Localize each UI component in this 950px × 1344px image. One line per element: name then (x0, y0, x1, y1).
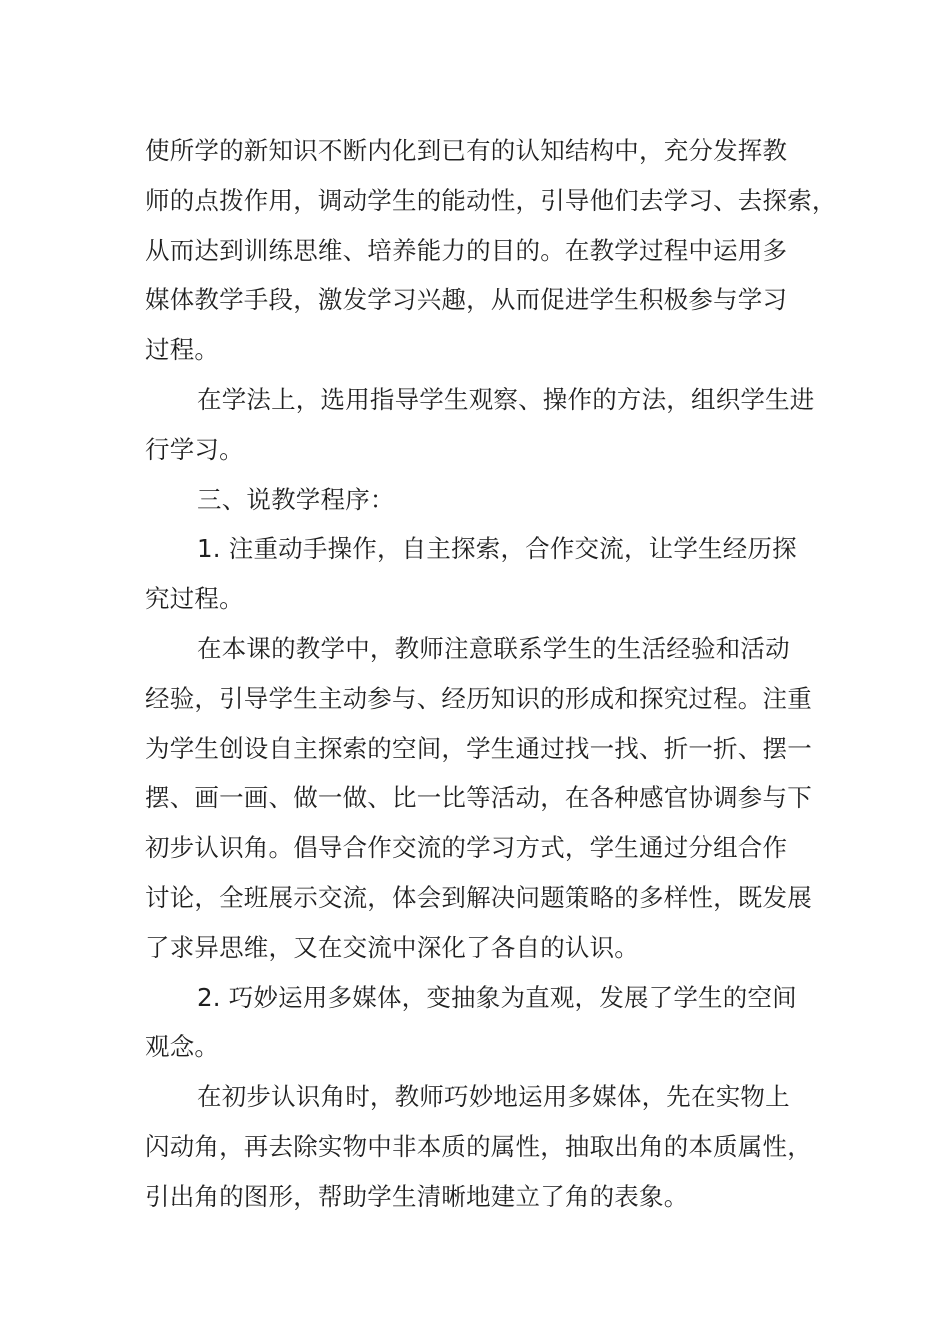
text-line: 为学生创设自主探索的空间，学生通过找一找、折一折、摆一 (145, 733, 812, 763)
text-line: 究过程。 (145, 584, 244, 614)
document-body (145, 126, 837, 1222)
text-line: 师的点拨作用，调动学生的能动性，引导他们去学习、去探索， (145, 185, 837, 215)
numbered-item-2: 2. 巧妙运用多媒体，变抽象为直观，发展了学生的空间 (197, 982, 797, 1012)
text-line: 过程。 (145, 335, 220, 365)
text-line: 摆、画一画、做一做、比一比等活动，在各种感官协调参与下 (145, 783, 812, 813)
text-line: 引出角的图形，帮助学生清晰地建立了角的表象。 (145, 1181, 689, 1211)
numbered-item-1: 1. 注重动手操作，自主探索，合作交流，让学生经历探 (197, 534, 797, 564)
section-heading: 三、说教学程序： (197, 484, 395, 514)
text-line: 初步认识角。倡导合作交流的学习方式，学生通过分组合作 (145, 833, 788, 863)
text-line: 从而达到训练思维、培养能力的目的。在教学过程中运用多 (145, 235, 788, 265)
text-line: 使所学的新知识不断内化到已有的认知结构中，充分发挥教 (145, 136, 788, 165)
text-line: 讨论，全班展示交流，体会到解决问题策略的多样性，既发展 (145, 882, 812, 912)
text-line: 媒体教学手段，激发学习兴趣，从而促进学生积极参与学习 (145, 285, 788, 315)
paragraph-first-line: 在学法上，选用指导学生观察、操作的方法，组织学生进 (197, 384, 815, 414)
paragraph-first-line: 在初步认识角时，教师巧妙地运用多媒体，先在实物上 (197, 1082, 790, 1112)
text-line: 了求异思维，又在交流中深化了各自的认识。 (145, 932, 639, 962)
text-line: 经验，引导学生主动参与、经历知识的形成和探究过程。注重 (145, 683, 812, 713)
text-line: 观念。 (145, 1032, 220, 1062)
paragraph-first-line: 在本课的教学中，教师注意联系学生的生活经验和活动 (197, 633, 790, 663)
text-line: 行学习。 (145, 434, 244, 464)
text-line: 闪动角，再去除实物中非本质的属性，抽取出角的本质属性， (145, 1131, 812, 1161)
